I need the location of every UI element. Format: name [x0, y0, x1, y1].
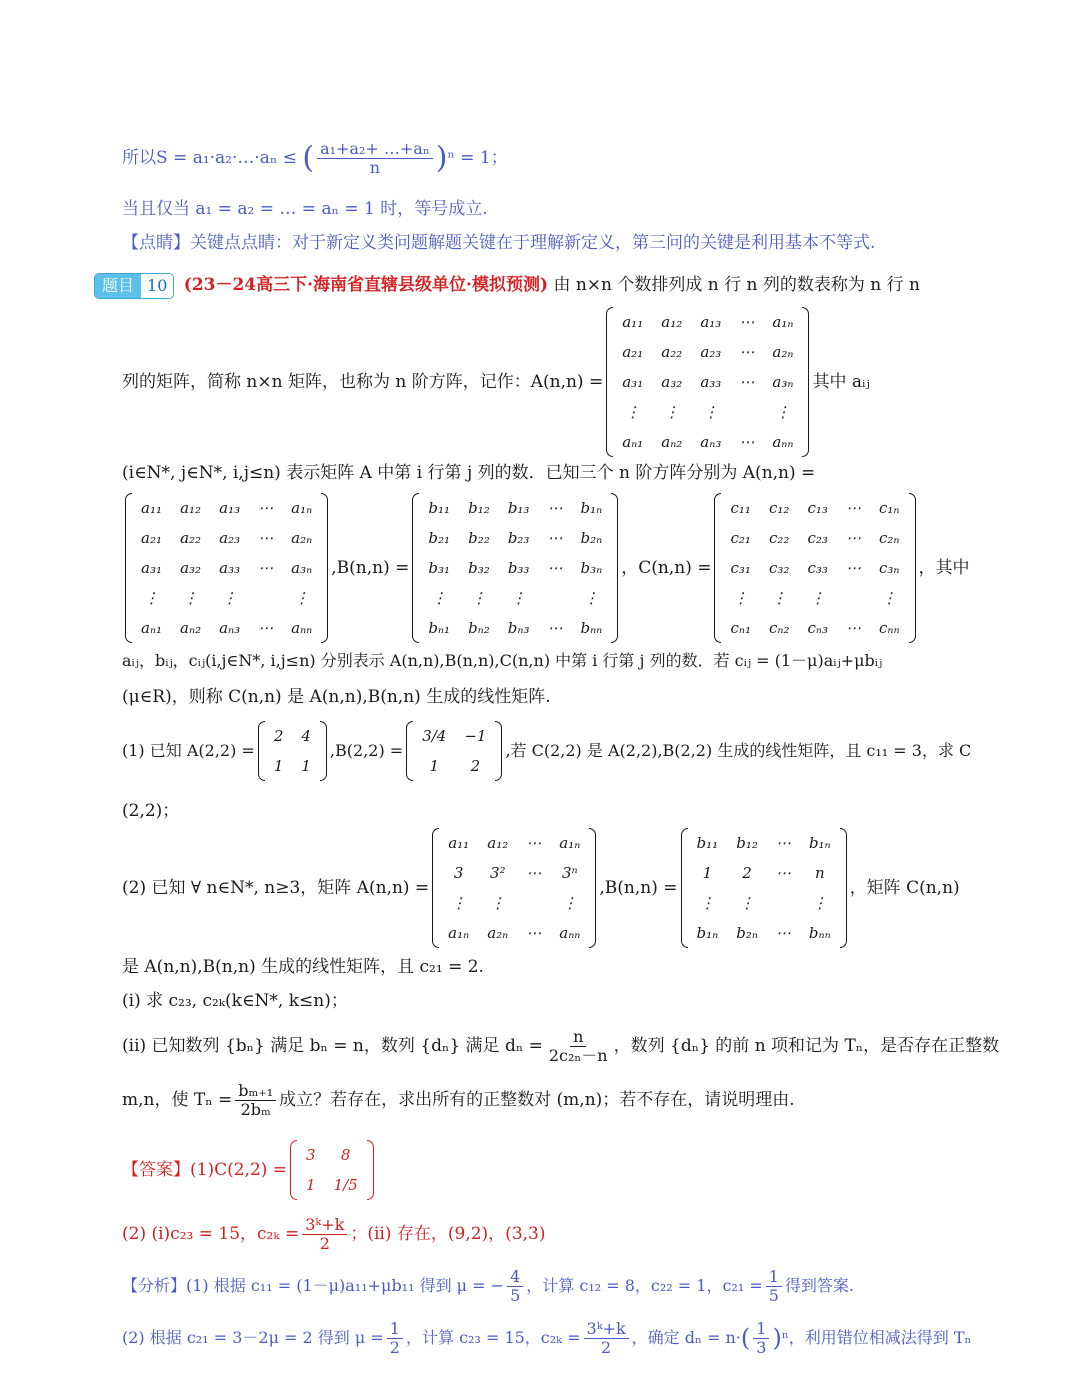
matrix-cell: b₃₂ — [468, 559, 490, 577]
frac-denominator: 2c₂ₙ－n — [548, 1045, 608, 1065]
matrix-cell: bₙ₂ — [468, 619, 490, 637]
matrix-cell: ⋮ — [881, 589, 897, 607]
matrix-cell: a₂₃ — [700, 343, 722, 361]
part-1-mid: ,B(2,2) = — [329, 741, 404, 760]
matrix-cell: ⋯ — [845, 559, 861, 577]
matrix-cell: 2 — [273, 727, 284, 745]
matrix-cell: a₂ₙ — [291, 529, 313, 547]
intro-tail: ⁿ = 1； — [447, 148, 508, 168]
matrix-cell: ⋯ — [547, 619, 563, 637]
matrix-row — [132, 523, 321, 553]
matrix-row — [439, 858, 589, 888]
matrix-cell: b₂₃ — [507, 529, 530, 547]
matrix-cell: a₁₂ — [180, 499, 202, 517]
matrix-cell: 3² — [489, 864, 506, 882]
matrix-cell: b₁ₙ — [580, 499, 603, 517]
matrix-row — [439, 888, 589, 918]
matrix-cell: a₂₁ — [141, 529, 163, 547]
frac-numerator: 3ᵏ+k — [584, 1320, 629, 1339]
matrix-cell: b₁₁ — [428, 499, 451, 517]
matrix-cell: ⋯ — [739, 433, 755, 451]
matrix-cell: ⋮ — [471, 589, 487, 607]
question-line-3: (i∈N*, j∈N*, i,j≤n) 表示矩阵 A 中第 i 行第 j 列的数．已知三个 n 阶方阵分别为 A(n,n) = — [122, 463, 816, 483]
matrix-cell: a₃₁ — [622, 373, 644, 391]
matrix-cell: ⋯ — [845, 499, 861, 517]
matrix-cell: a₁ₙ — [772, 313, 794, 331]
matrix-table — [132, 493, 321, 643]
part-2-text: (2) 已知 ∀ n∈N*, n≥3，矩阵 A(n,n) = — [122, 878, 430, 898]
analysis-line-1 — [122, 1264, 980, 1308]
frac-numerator: 1 — [766, 1268, 782, 1287]
analysis-2-frac-1 — [387, 1320, 403, 1357]
intro-text: 所以S = a₁·a₂·…·aₙ ≤ — [122, 148, 297, 168]
frac-denominator: 3 — [756, 1337, 767, 1357]
matrix-row — [688, 888, 840, 918]
badge-label: 题目 — [95, 274, 141, 298]
matrix-cell: 3 — [453, 864, 464, 882]
matrix-row — [132, 553, 321, 583]
matrix-cell: ⋯ — [547, 559, 563, 577]
matrix-cell: a₃₂ — [180, 559, 202, 577]
matrix-cell: a₁₁ — [141, 499, 163, 517]
matrix-cell: ⋮ — [562, 894, 578, 912]
matrix-cell: a₃ₙ — [772, 373, 794, 391]
matrix-cell: a₁₁ — [448, 834, 470, 852]
matrix-cell: 1 — [273, 757, 284, 775]
matrix-cell: cₙ₂ — [768, 619, 790, 637]
matrix-cell: a₁ₙ — [448, 924, 470, 942]
matrix-cell: b₁ₙ — [696, 924, 719, 942]
matrix-table — [721, 493, 908, 643]
matrix-cell: ⋮ — [699, 894, 715, 912]
matrix-cell: 1 — [306, 1176, 316, 1194]
matrix-cell — [730, 397, 763, 427]
matrix-cell: a₂ₙ — [772, 343, 794, 361]
analysis-2-mid: ，计算 c₂₃ = 15，c₂ₖ = — [405, 1328, 581, 1347]
matrix-cell: ⋯ — [775, 864, 791, 882]
matrix-cell: b₃₁ — [428, 559, 451, 577]
frac-denominator: 2 — [600, 1337, 612, 1357]
question-line-2-tail: 其中 aᵢⱼ — [812, 372, 870, 392]
matrix-cell: ⋯ — [526, 864, 542, 882]
matrix-cell: a₁₃ — [219, 499, 241, 517]
matrix-cell: c₂₁ — [730, 529, 751, 547]
matrix-cell: c₂ₙ — [879, 529, 900, 547]
part-2-ii — [122, 1024, 1000, 1068]
matrix-row — [419, 613, 611, 643]
dn-fraction — [546, 1028, 611, 1065]
matrix-cell: ⋮ — [183, 589, 199, 607]
matrix-cell: c₃₃ — [807, 559, 828, 577]
part-2-ii-line-2 — [122, 1078, 980, 1122]
part-2-mid: ,B(n,n) = — [599, 878, 678, 898]
frac-denominator: 2 — [389, 1337, 400, 1357]
matrix-table — [413, 721, 495, 781]
matrix-cell: −1 — [464, 727, 487, 745]
frac-numerator: 1 — [753, 1320, 769, 1339]
matrix-cell: a₂₃ — [219, 529, 241, 547]
matrix-cell: 1 — [301, 757, 311, 775]
matrix-a22 — [258, 721, 327, 781]
matrix-cell: a₂₂ — [661, 343, 683, 361]
matrix-row — [413, 751, 495, 781]
matrix-cell: a₃₂ — [661, 373, 683, 391]
matrix-row — [413, 721, 495, 751]
matrix-cell: ⋯ — [258, 619, 274, 637]
matrix-cell: ⋮ — [144, 589, 160, 607]
matrix-row — [721, 613, 908, 643]
matrix-cell: n — [814, 864, 825, 882]
analysis-2-frac-2 — [584, 1320, 629, 1357]
matrix-row — [419, 553, 611, 583]
matrix-cell: ⋮ — [511, 589, 527, 607]
matrix-cell: c₁₂ — [769, 499, 790, 517]
matrix-cell: ⋮ — [451, 894, 467, 912]
matrix-cell: bₙ₁ — [428, 619, 451, 637]
matrix-cell: b₁₃ — [507, 499, 530, 517]
part-2-tail: ，矩阵 C(n,n) — [849, 878, 960, 898]
matrix-cell: aₙ₃ — [700, 433, 722, 451]
answer-line-2-tail: ；(ii) 存在，(9,2)，(3,3) — [350, 1224, 546, 1244]
frac-denominator: 5 — [768, 1285, 779, 1305]
matrix-cell: ⋮ — [625, 403, 641, 421]
analysis-text: 【分析】(1) 根据 c₁₁ = (1－μ)a₁₁+μb₁₁ 得到 μ = − — [122, 1276, 505, 1295]
question-line-6: (μ∈R)，则称 C(n,n) 是 A(n,n),B(n,n) 生成的线性矩阵. — [122, 687, 551, 707]
analysis-mid: ，计算 c₁₂ = 8，c₂₂ = 1，c₂₁ = — [526, 1276, 763, 1295]
matrix-row — [297, 1170, 367, 1200]
matrix-a-display — [606, 307, 809, 457]
analysis-2-frac-3 — [753, 1320, 769, 1357]
question-line-2 — [122, 312, 980, 452]
matrix-cell: 3 — [306, 1146, 316, 1164]
matrix-cell: ⋮ — [222, 589, 238, 607]
answer-line-2 — [122, 1212, 980, 1256]
matrix-cell: b₂ₙ — [580, 529, 603, 547]
frac-numerator: n — [570, 1028, 586, 1047]
matrix-table — [688, 828, 840, 948]
analysis-line-2: (2) 根据 c₂₁ = 3－2μ = 2 得到 μ = $\frac{1}{2}$ ，计算 c₂₃ = 15，c₂ₖ = $\frac{\text{3ᵏ+k}}{2}$ ，确定 dₙ = n· ( $\frac{1}{3}$ ) ⁿ，利用错位相减法得到 Tₙ — [122, 1318, 972, 1357]
matrix-cell: b₂₂ — [468, 529, 490, 547]
matrix-cell: c₃₂ — [769, 559, 790, 577]
question-line-1: 由 n×n 个数排列成 n 行 n 列的数表称为 n 行 n — [553, 275, 921, 295]
matrix-cell: c₂₂ — [769, 529, 790, 547]
matrix-row — [721, 583, 908, 613]
answer-matrix — [290, 1140, 374, 1200]
matrix-cell: 2 — [470, 757, 481, 775]
matrix-cell: a₃₃ — [700, 373, 722, 391]
matrix-cell: 8 — [340, 1146, 351, 1164]
matrix-cell: 1/5 — [333, 1176, 358, 1194]
frac-numerator: bₘ₊₁ — [235, 1082, 276, 1101]
matrix-b-label: ,B(n,n) = — [331, 558, 410, 578]
matrix-cell: ⋯ — [526, 834, 542, 852]
matrix-cell: a₁ₙ — [559, 834, 581, 852]
analysis-2-mid-2: ，确定 dₙ = n· — [631, 1328, 741, 1347]
matrix-cell: a₃ₙ — [291, 559, 313, 577]
matrix-cell: cₙ₁ — [730, 619, 751, 637]
key-point-comment: 【点睛】关键点点睛：对于新定义类问题解题关键在于理解新定义，第三问的关键是利用基本不等式. — [122, 233, 876, 253]
matrix-row — [721, 523, 908, 553]
matrix-cell: 3ⁿ — [562, 864, 578, 882]
matrix-cell: ⋯ — [258, 559, 274, 577]
matrix-row — [688, 858, 840, 888]
matrix-cell: c₁₁ — [730, 499, 751, 517]
matrix-row — [297, 1140, 367, 1170]
matrix-row — [132, 583, 321, 613]
part-2-ii-text: (ii) 已知数列 {bₙ} 满足 bₙ = n，数列 {dₙ} 满足 dₙ = — [122, 1036, 543, 1056]
analysis-frac-2 — [766, 1268, 782, 1305]
matrix-cell: ⋮ — [431, 589, 447, 607]
intro-fraction — [317, 140, 433, 177]
matrix-row — [419, 493, 611, 523]
intro-line-1: 所以S = a₁·a₂·…·aₙ ≤ ( $\frac{\text{a₁+a₂+ …+aₙ}}{n}$ )ⁿ = 1； — [122, 139, 508, 177]
matrix-row — [721, 553, 908, 583]
matrix-cell: a₂₁ — [622, 343, 644, 361]
matrix-cell — [538, 583, 571, 613]
matrix-cell: ⋮ — [583, 589, 599, 607]
analysis-frac-1 — [507, 1268, 523, 1305]
tn-fraction — [235, 1082, 276, 1119]
matrix-cell: cₙ₃ — [807, 619, 828, 637]
matrix-cell: aₙ₁ — [622, 433, 644, 451]
matrix-cell: cₙₙ — [878, 619, 900, 637]
frac-numerator: 4 — [507, 1268, 523, 1287]
matrix-cell: ⋮ — [812, 894, 828, 912]
matrix-cell: b₁₁ — [696, 834, 719, 852]
part-2-ii-tail: ，数列 {dₙ} 的前 n 项和记为 Tₙ，是否存在正整数 — [613, 1036, 1000, 1056]
matrix-cell: c₂₃ — [807, 529, 828, 547]
frac-denominator: 2bₘ — [240, 1099, 271, 1119]
matrix-cell: ⋯ — [547, 529, 563, 547]
matrix-cell: b₁ₙ — [808, 834, 831, 852]
matrix-table — [439, 828, 589, 948]
matrix-row — [613, 427, 802, 457]
matrix-cell: a₁₂ — [487, 834, 509, 852]
matrix-cell: c₃ₙ — [879, 559, 900, 577]
matrix-cell: b₃₃ — [507, 559, 530, 577]
matrix-row — [688, 828, 840, 858]
frac-numerator: 1 — [387, 1320, 403, 1339]
matrix-cell: 2 — [742, 864, 752, 882]
matrix-cell: a₁₂ — [661, 313, 683, 331]
matrix-cell: a₁ₙ — [291, 499, 313, 517]
matrix-cell: ⋮ — [739, 894, 755, 912]
matrix-cell: ⋯ — [547, 499, 563, 517]
answer-line-2-text: (2) (i)c₂₃ = 15，c₂ₖ = — [122, 1224, 300, 1244]
matrix-cell: aₙₙ — [291, 619, 313, 637]
badge-number: 10 — [141, 273, 173, 299]
matrix-cell: aₙ₁ — [141, 619, 163, 637]
matrix-cell: a₂₂ — [180, 529, 202, 547]
question-source: (23－24高三下·海南省直辖县级单位·模拟预测) — [183, 275, 549, 295]
matrix-cell: 4 — [301, 727, 311, 745]
matrix-cell: ⋮ — [775, 403, 791, 421]
three-matrices-row — [122, 498, 980, 638]
matrix-row — [439, 828, 589, 858]
matrix-cell: a₁₃ — [700, 313, 722, 331]
matrix-cell: b₃ₙ — [580, 559, 603, 577]
matrix-cell: ⋯ — [845, 619, 861, 637]
matrix-cell: ⋮ — [810, 589, 826, 607]
matrix-row — [265, 721, 320, 751]
matrix-a — [125, 493, 328, 643]
intro-line-2: 当且仅当 a₁ = a₂ = … = aₙ = 1 时，等号成立. — [122, 199, 488, 219]
matrix-cell: ⋯ — [258, 499, 274, 517]
matrix-cell: ⋮ — [703, 403, 719, 421]
matrix-cell — [767, 888, 800, 918]
part-2-ii-line-2-tail: 成立？若存在，求出所有的正整数对 (m,n)；若不存在，请说明理由. — [279, 1090, 795, 1110]
part-1-text: (1) 已知 A(2,2) = — [122, 741, 255, 760]
matrix-cell — [517, 888, 550, 918]
matrix-cell: ⋯ — [775, 834, 791, 852]
part-1-cont: (2,2)； — [122, 801, 180, 821]
matrix-cell: b₁₂ — [736, 834, 758, 852]
matrix-row — [613, 397, 802, 427]
matrix-table — [265, 721, 320, 781]
matrix-cell: b₂ₙ — [736, 924, 758, 942]
matrix-cell: bₙₙ — [808, 924, 831, 942]
part-2-i: (i) 求 c₂₃, c₂ₖ(k∈N*, k≤n)； — [122, 991, 348, 1011]
question-header — [94, 272, 980, 299]
matrix-row — [132, 613, 321, 643]
matrix-cell: bₙₙ — [580, 619, 603, 637]
matrix-cell: ⋯ — [739, 343, 755, 361]
matrix-row — [419, 583, 611, 613]
matrix-row — [613, 307, 802, 337]
frac-denominator: 2 — [319, 1233, 330, 1253]
matrix-cell: c₃₁ — [730, 559, 751, 577]
question-line-2-text: 列的矩阵，简称 n×n 矩阵，也称为 n 阶方阵，记作：A(n,n) = — [122, 372, 604, 392]
matrix-cell: ⋯ — [845, 529, 861, 547]
matrix-cell: aₙₙ — [772, 433, 794, 451]
answer-fraction — [302, 1216, 347, 1253]
matrix-row — [265, 751, 320, 781]
matrix-row — [721, 493, 908, 523]
analysis-2-tail: ⁿ，利用错位相减法得到 Tₙ — [781, 1328, 972, 1347]
matrix-c-label: ，C(n,n) = — [621, 558, 712, 578]
matrix-cell: 1 — [702, 864, 713, 882]
answer-label: 【答案】(1)C(2,2) = — [122, 1160, 288, 1180]
answer-line-1 — [122, 1138, 980, 1202]
frac-numerator: a₁+a₂+ …+aₙ — [317, 140, 433, 159]
analysis-tail: 得到答案. — [784, 1276, 855, 1295]
matrix-table — [297, 1140, 367, 1200]
matrix-cell: ⋮ — [664, 403, 680, 421]
matrix-row — [439, 918, 589, 948]
matrix-cell: aₙ₂ — [180, 619, 202, 637]
matrix-cell: a₃₃ — [219, 559, 241, 577]
matrix-cell: a₂ₙ — [487, 924, 509, 942]
matrix-cell: bₙ₃ — [507, 619, 530, 637]
matrix-cell: ⋮ — [771, 589, 787, 607]
matrix-b — [412, 493, 618, 643]
matrix-cell: ⋯ — [739, 373, 755, 391]
matrix-cell: ⋮ — [733, 589, 749, 607]
matrix-cell: 3/4 — [422, 727, 447, 745]
question-line-5: aᵢⱼ，bᵢⱼ，cᵢⱼ(i,j∈N*, i,j≤n) 分别表示 A(n,n),B(n,n),C(n,n) 中第 i 行第 j 列的数．若 cᵢⱼ = (1－μ)aᵢⱼ+μbᵢⱼ — [122, 651, 883, 670]
analysis-2-text: (2) 根据 c₂₁ = 3－2μ = 2 得到 μ = — [122, 1328, 384, 1347]
matrix-b22 — [406, 721, 502, 781]
matrix-row — [132, 493, 321, 523]
matrix-cell: ⋯ — [775, 924, 791, 942]
matrix-table — [419, 493, 611, 643]
matrix-cell: ⋯ — [258, 529, 274, 547]
matrix-cell: ⋮ — [490, 894, 506, 912]
matrix-cell: b₁₂ — [468, 499, 490, 517]
matrix-cell: b₂₁ — [428, 529, 451, 547]
matrix-row — [688, 918, 840, 948]
matrix-c — [714, 493, 915, 643]
matrix-cell: ⋮ — [294, 589, 310, 607]
frac-numerator: 3ᵏ+k — [302, 1216, 347, 1235]
matrix-cell: ⋯ — [739, 313, 755, 331]
matrix-cell: c₁₃ — [807, 499, 828, 517]
matrix-cell: aₙₙ — [559, 924, 581, 942]
frac-denominator: 5 — [510, 1285, 521, 1305]
matrix-row — [613, 337, 802, 367]
frac-denominator: n — [369, 158, 381, 177]
part-2 — [122, 834, 980, 942]
matrix-cell: c₁ₙ — [879, 499, 900, 517]
part-2-cont: 是 A(n,n),B(n,n) 生成的线性矩阵，且 c₂₁ = 2. — [122, 957, 484, 977]
matrix-row — [419, 523, 611, 553]
matrix-b2 — [681, 828, 847, 948]
matrix-cell: 1 — [429, 757, 440, 775]
matrix-cell: ⋯ — [526, 924, 542, 942]
matrix-cell — [837, 583, 870, 613]
matrix-cell: aₙ₂ — [661, 433, 683, 451]
question-badge — [94, 273, 174, 299]
matrix-cell: a₃₁ — [141, 559, 163, 577]
matrix-cell — [249, 583, 282, 613]
part-2-ii-line-2-text: m,n，使 Tₙ = — [122, 1090, 233, 1110]
matrix-a2 — [432, 828, 596, 948]
matrix-tail: ，其中 — [918, 558, 970, 578]
matrix-cell: a₁₁ — [622, 313, 644, 331]
part-1-tail: ,若 C(2,2) 是 A(2,2),B(2,2) 生成的线性矩阵，且 c₁₁ = 3，求 C — [505, 741, 972, 760]
matrix-table — [613, 307, 802, 457]
matrix-cell: aₙ₃ — [219, 619, 241, 637]
part-1 — [122, 716, 980, 786]
matrix-row — [613, 367, 802, 397]
